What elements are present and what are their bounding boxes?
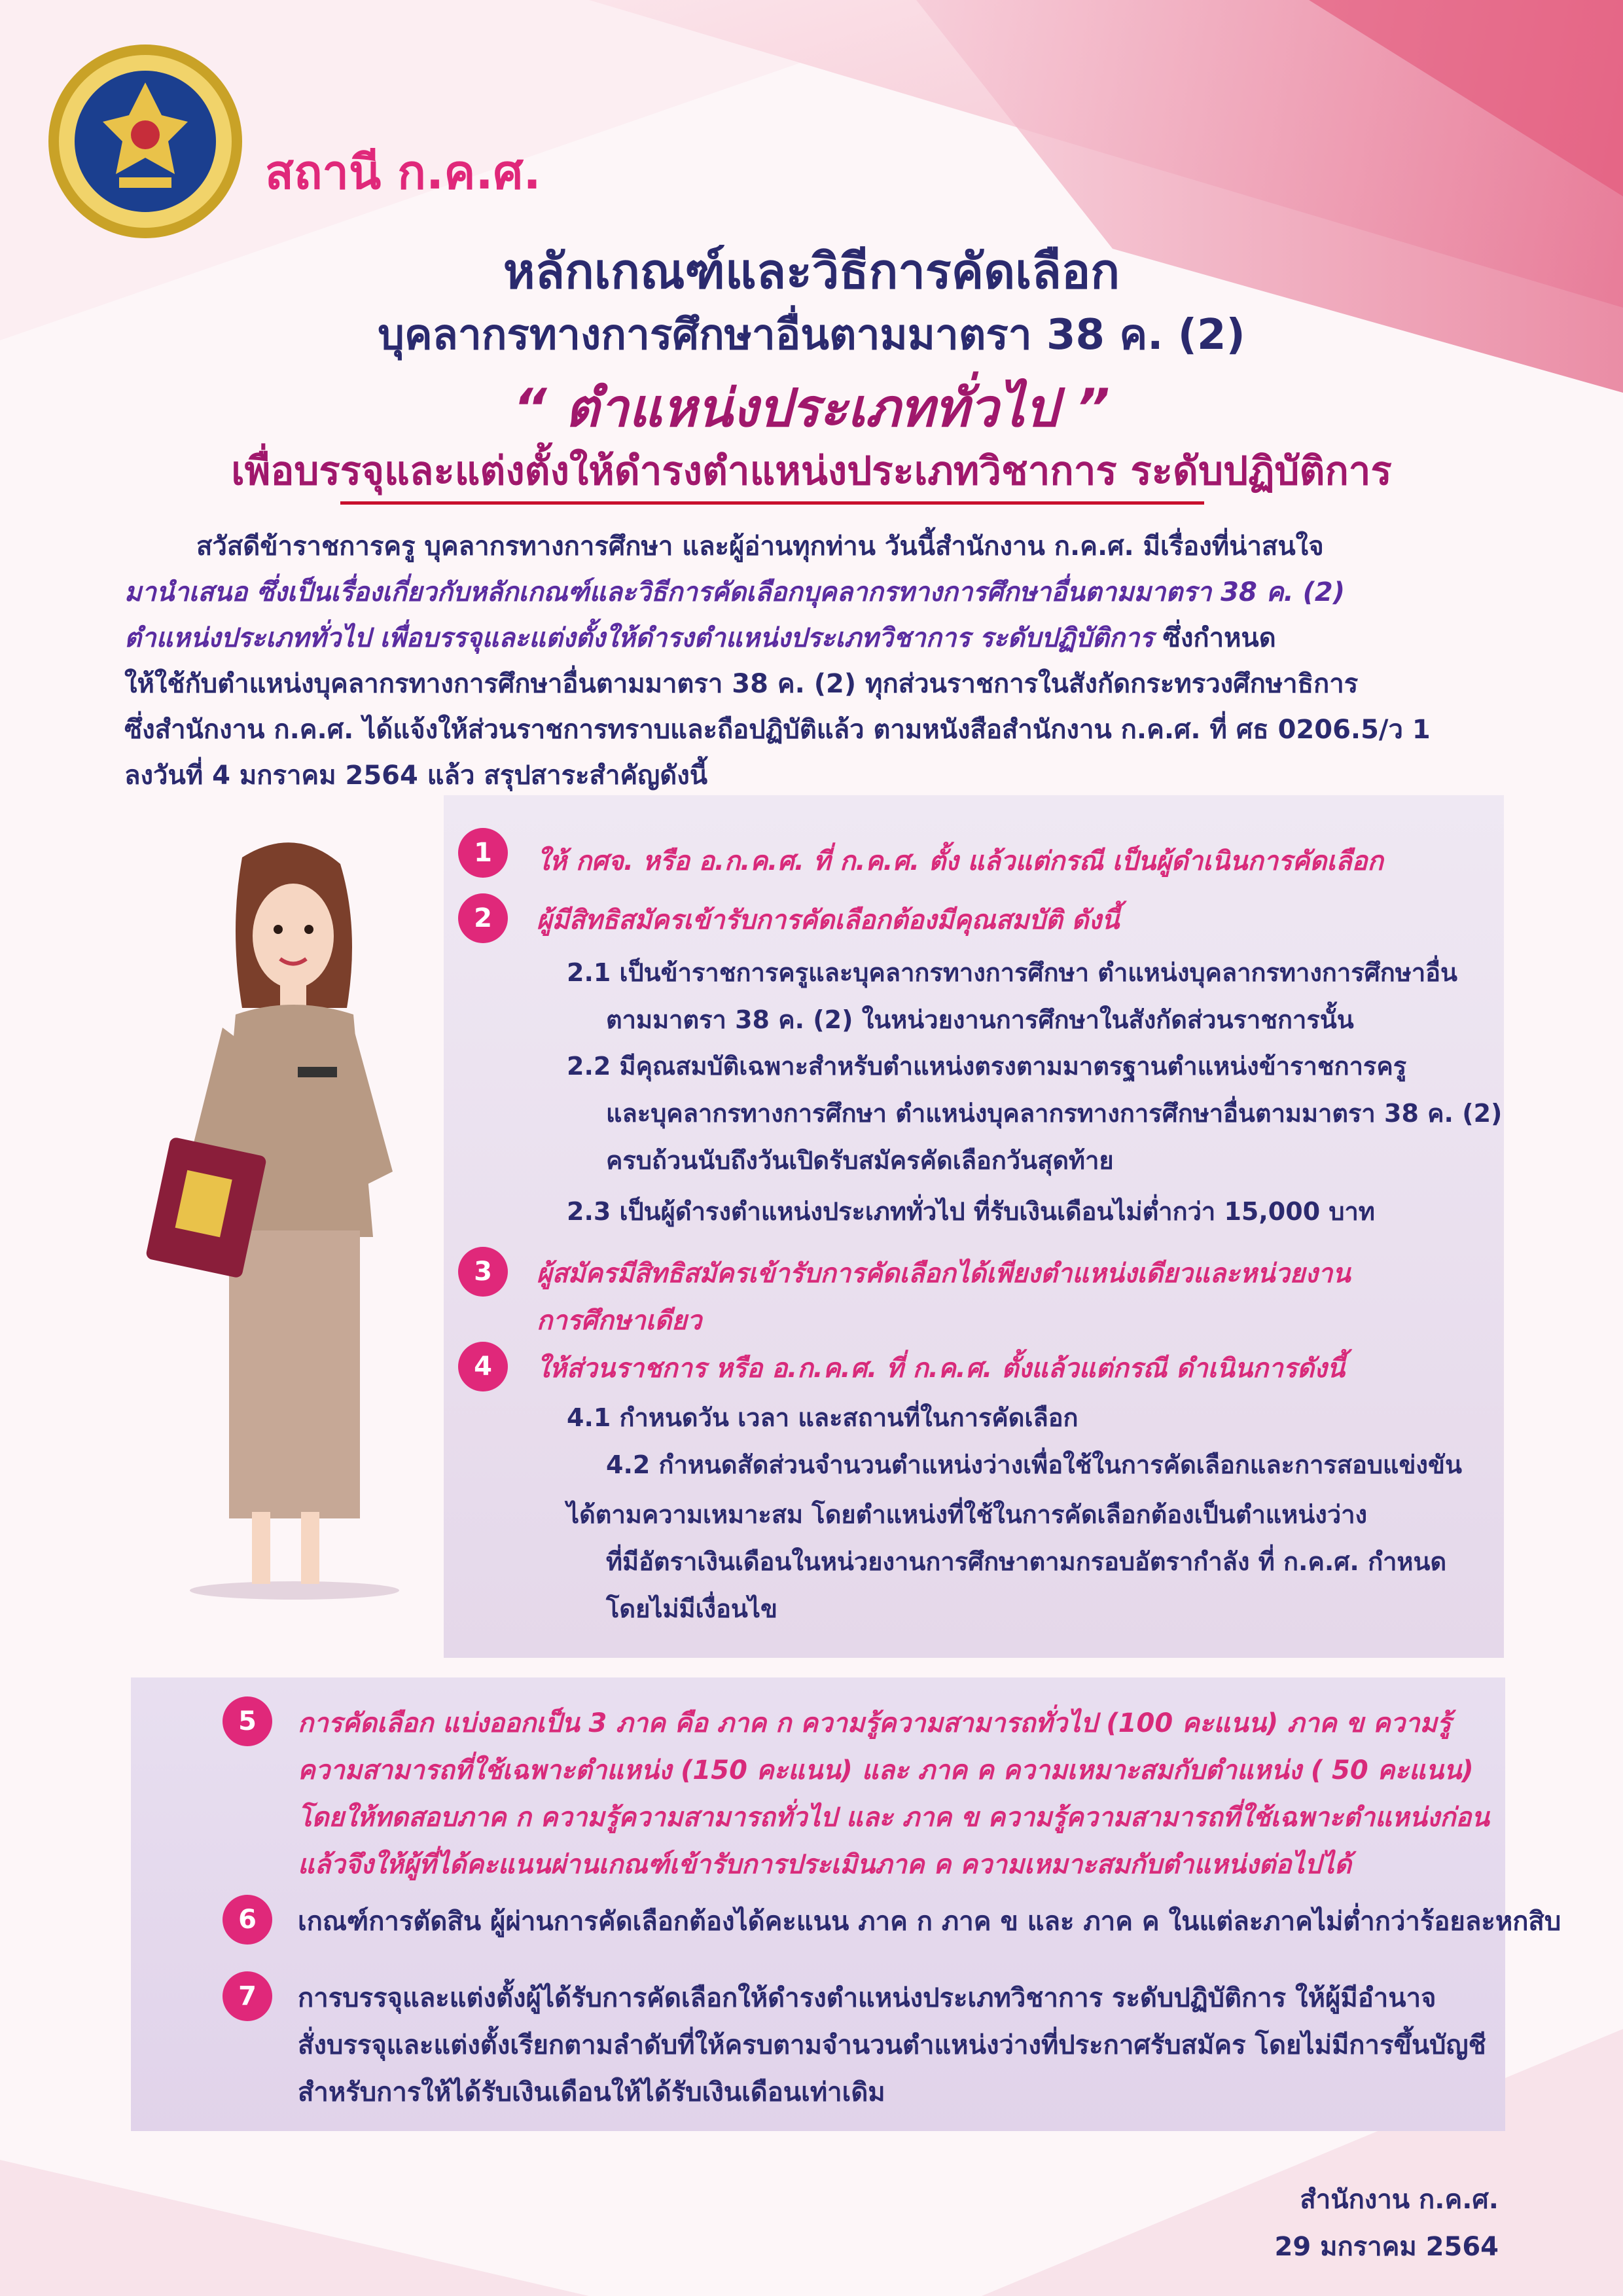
item-number-badge: 4: [458, 1342, 508, 1391]
item-number-badge: 2: [458, 893, 508, 943]
item-text: การคัดเลือก แบ่งออกเป็น 3 ภาค คือ ภาค ก ความรู้ความสามารถทั่วไป (100 คะแนน) ภาค ข ความรู้: [298, 1708, 1452, 1738]
title-line-3: “ ตำแหน่งประเภททั่วไป ”: [513, 378, 1110, 439]
sub-item-text: และบุคลากรทางการศึกษา ตำแหน่งบุคลากรทางการศึกษาอื่นตามมาตรา 38 ค. (2): [606, 1099, 1503, 1128]
footer: [1275, 2176, 1499, 2270]
sub-item-text: 2.1 เป็นข้าราชการครูและบุคลากรทางการศึกษา ตำแหน่งบุคลากรทางการศึกษาอื่น: [567, 958, 1457, 987]
title-line-2: บุคลากรทางการศึกษาอื่นตามมาตรา 38 ค. (2): [378, 311, 1245, 359]
sub-item-text: ครบถ้วนนับถึงวันเปิดรับสมัครคัดเลือกวันสุดท้าย: [606, 1146, 1114, 1175]
item-text: แล้วจึงให้ผู้ที่ได้คะแนนผ่านเกณฑ์เข้ารับการประเมินภาค ค ความเหมาะสมกับตำแหน่งต่อไปได้: [298, 1850, 1351, 1880]
intro-paragraph: [124, 524, 1499, 798]
item-text: สั่งบรรจุและแต่งตั้งเรียกตามลำดับที่ให้ครบตามจำนวนตำแหน่งว่างที่ประกาศรับสมัคร โดยไม่มีการขึ้นบัญชี: [298, 2030, 1486, 2060]
sub-item-text: โดยไม่มีเงื่อนไข: [606, 1594, 777, 1623]
intro-highlight: ตำแหน่งประเภททั่วไป เพื่อบรรจุและแต่งตั้งให้ดำรงตำแหน่งประเภทวิชาการ ระดับปฏิบัติการ: [124, 623, 1154, 653]
item-number-badge: 1: [458, 828, 508, 878]
intro-line: ลงวันที่ 4 มกราคม 2564 แล้ว สรุปสาระสำคัญดังนี้: [124, 761, 708, 791]
sub-item-text: ได้ตามความเหมาะสม โดยตำแหน่งที่ใช้ในการคัดเลือกต้องเป็นตำแหน่งว่าง: [567, 1500, 1368, 1529]
sub-item-text: 2.3 เป็นผู้ดำรงตำแหน่งประเภททั่วไป ที่รับเงินเดือนไม่ต่ำกว่า 15,000 บาท: [567, 1197, 1375, 1226]
item-text: ความสามารถที่ใช้เฉพาะตำแหน่ง (150 คะแนน) และ ภาค ค ความเหมาะสมกับตำแหน่ง ( 50 คะแนน): [298, 1755, 1474, 1785]
item-text: สำหรับการให้ได้รับเงินเดือนให้ได้รับเงินเดือนเท่าเดิม: [298, 2077, 885, 2108]
sub-item-text: 4.1 กำหนดวัน เวลา และสถานที่ในการคัดเลือก: [567, 1403, 1079, 1432]
item-text: ผู้สมัครมีสิทธิสมัครเข้ารับการคัดเลือกได้เพียงตำแหน่งเดียวและหน่วยงาน: [537, 1259, 1351, 1289]
item-text: การบรรจุและแต่งตั้งผู้ได้รับการคัดเลือกให้ดำรงตำแหน่งประเภทวิชาการ ระดับปฏิบัติการ ให้ผู้มีอำนาจ: [298, 1983, 1436, 2013]
ocsc-seal-logo: [47, 43, 243, 240]
intro-line: มานำเสนอ ซึ่งเป็นเรื่องเกี่ยวกับหลักเกณฑ์และวิธีการคัดเลือกบุคลากรทางการศึกษาอื่นตามมาตรา 38 ค. (2): [124, 577, 1345, 607]
sub-item-text: 4.2 กำหนดสัดส่วนจำนวนตำแหน่งว่างเพื่อใช้ในการคัดเลือกและการสอบแข่งขัน: [606, 1450, 1462, 1479]
intro-line: [124, 615, 1499, 661]
item-text: ให้ส่วนราชการ หรือ อ.ก.ค.ศ. ที่ ก.ค.ศ. ตั้งแล้วแต่กรณี ดำเนินการดังนี้: [537, 1354, 1345, 1384]
intro-line: ซึ่งสำนักงาน ก.ค.ศ. ได้แจ้งให้ส่วนราชการทราบและถือปฏิบัติแล้ว ตามหนังสือสำนักงาน ก.ค.ศ. ที่ ศธ 0206.5/ว 1: [124, 715, 1431, 745]
sub-item-text: ที่มีอัตราเงินเดือนในหน่วยงานการศึกษาตามกรอบอัตรากำลัง ที่ ก.ค.ศ. กำหนด: [606, 1547, 1447, 1576]
title-line-4: เพื่อบรรจุและแต่งตั้งให้ดำรงตำแหน่งประเภทวิชาการ ระดับปฏิบัติการ: [231, 448, 1392, 494]
title-line-1: หลักเกณฑ์และวิธีการคัดเลือก: [503, 243, 1120, 300]
teacher-illustration: [144, 831, 432, 1604]
sub-item-text: 2.2 มีคุณสมบัติเฉพาะสำหรับตำแหน่งตรงตามมาตรฐานตำแหน่งข้าราชการครู: [567, 1052, 1407, 1081]
item-text: ผู้มีสิทธิสมัครเข้ารับการคัดเลือกต้องมีคุณสมบัติ ดังนี้: [537, 905, 1120, 935]
item-text: การศึกษาเดียว: [537, 1306, 702, 1336]
item-number-badge: 6: [223, 1895, 272, 1945]
brand-name: สถานี ก.ค.ศ.: [265, 145, 541, 200]
intro-text: ซึ่งกำหนด: [1153, 623, 1276, 653]
intro-line: สวัสดีข้าราชการครู บุคลากรทางการศึกษา และผู้อ่านทุกท่าน วันนี้สำนักงาน ก.ค.ศ. มีเรื่องที่น่าสนใจ: [196, 531, 1324, 562]
item-number-badge: 5: [223, 1696, 272, 1746]
item-number-badge: 7: [223, 1971, 272, 2021]
footer-org: สำนักงาน ก.ค.ศ.: [1300, 2185, 1499, 2215]
title-divider: [340, 501, 1204, 505]
footer-date: 29 มกราคม 2564: [1274, 2232, 1499, 2262]
item-number-badge: 3: [458, 1247, 508, 1297]
intro-line: ให้ใช้กับตำแหน่งบุคลากรทางการศึกษาอื่นตามมาตรา 38 ค. (2) ทุกส่วนราชการในสังกัดกระทรวงศึกษาธิการ: [124, 669, 1359, 699]
item-text: ให้ กศจ. หรือ อ.ก.ค.ศ. ที่ ก.ค.ศ. ตั้ง แล้วแต่กรณี เป็นผู้ดำเนินการคัดเลือก: [537, 846, 1383, 876]
item-text: เกณฑ์การตัดสิน ผู้ผ่านการคัดเลือกต้องได้คะแนน ภาค ก ภาค ข และ ภาค ค ในแต่ละภาคไม่ต่ำกว่าร้อยละหกสิบ: [298, 1907, 1561, 1937]
item-text: โดยให้ทดสอบภาค ก ความรู้ความสามารถทั่วไป และ ภาค ข ความรู้ความสามารถที่ใช้เฉพาะตำแหน่งก่อน: [298, 1803, 1489, 1833]
sub-item-text: ตามมาตรา 38 ค. (2) ในหน่วยงานการศึกษาในสังกัดส่วนราชการนั้น: [606, 1005, 1354, 1034]
